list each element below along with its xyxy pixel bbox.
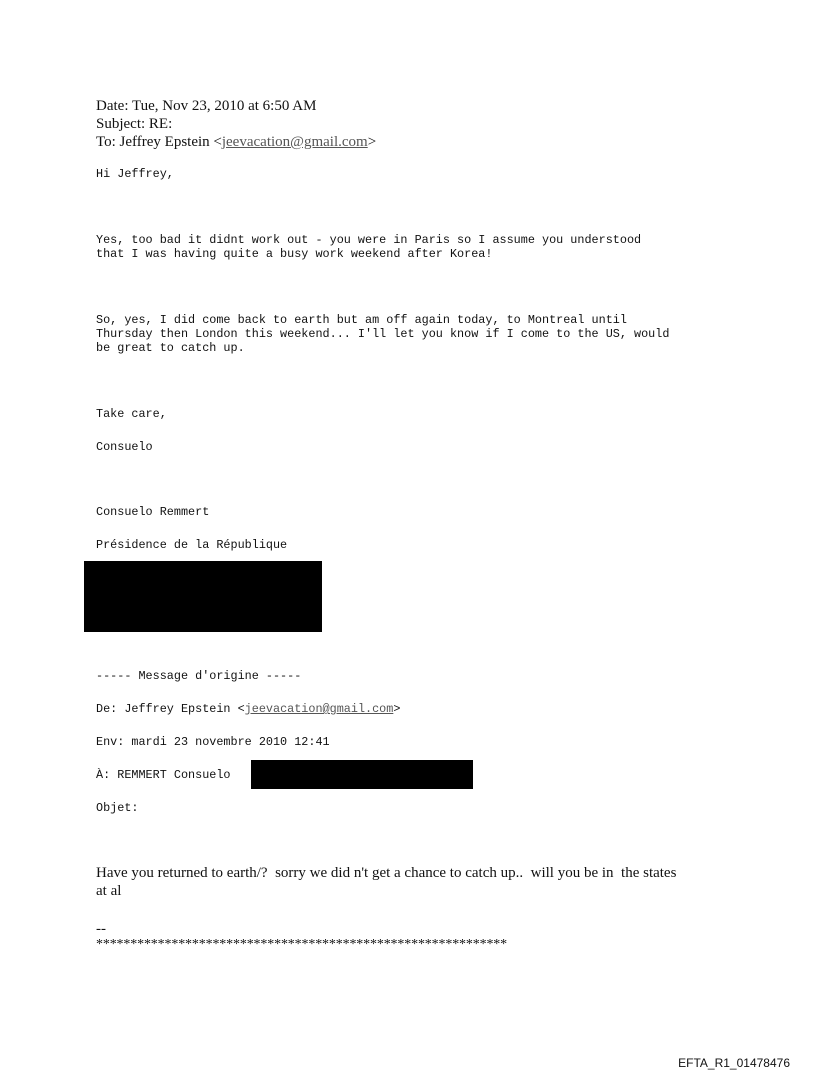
signature-first-name: Consuelo [96, 440, 153, 454]
redaction-block-recipient [251, 760, 473, 789]
email-header [96, 97, 376, 151]
original-message-body [96, 864, 736, 900]
closing: Take care, [96, 407, 167, 421]
paragraph-2-line-1: So, yes, I did come back to earth but am off again today, to Montreal until [96, 313, 627, 327]
signature-full-name: Consuelo Remmert [96, 505, 210, 519]
paragraph-1-line-2: that I was having quite a busy work weekend after Korea! [96, 247, 493, 261]
header-to-suffix: > [367, 134, 377, 150]
paragraph-1 [96, 233, 641, 261]
header-subject: Subject: RE: [96, 116, 173, 132]
header-date: Date: Tue, Nov 23, 2010 at 6:50 AM [96, 98, 317, 114]
original-from-email-link[interactable]: jeevacation@gmail.com [244, 702, 394, 716]
original-message-line-2: at al [96, 883, 122, 899]
header-to-prefix: To: Jeffrey Epstein < [96, 134, 222, 150]
paragraph-2-line-3: be great to catch up. [96, 341, 245, 355]
paragraph-2 [96, 313, 669, 355]
paragraph-1-line-1: Yes, too bad it didnt work out - you were in Paris so I assume you understood [96, 233, 642, 247]
original-from-prefix: De: Jeffrey Epstein < [96, 702, 245, 716]
original-to: À: REMMERT Consuelo [96, 768, 231, 782]
original-sent: Env: mardi 23 novembre 2010 12:41 [96, 735, 330, 749]
original-signature-dash: -- [96, 921, 106, 937]
paragraph-2-line-2: Thursday then London this weekend... I'll let you know if I come to the US, would [96, 327, 670, 341]
greeting: Hi Jeffrey, [96, 167, 174, 181]
original-asterisk-line: ************************************************************ [96, 937, 508, 952]
header-to-email-link[interactable]: jeevacation@gmail.com [221, 134, 368, 150]
redaction-block-signature [84, 561, 322, 632]
original-from-suffix: > [393, 702, 401, 716]
original-message-line-1: Have you returned to earth/? sorry we did n't get a chance to catch up.. will you be in the states [96, 865, 677, 881]
original-subject: Objet: [96, 801, 139, 815]
document-id: EFTA_R1_01478476 [678, 1056, 790, 1070]
original-message-divider: ----- Message d'origine ----- [96, 669, 302, 683]
header-to [96, 133, 376, 151]
signature-organization: Présidence de la République [96, 538, 288, 552]
original-from [96, 702, 400, 716]
